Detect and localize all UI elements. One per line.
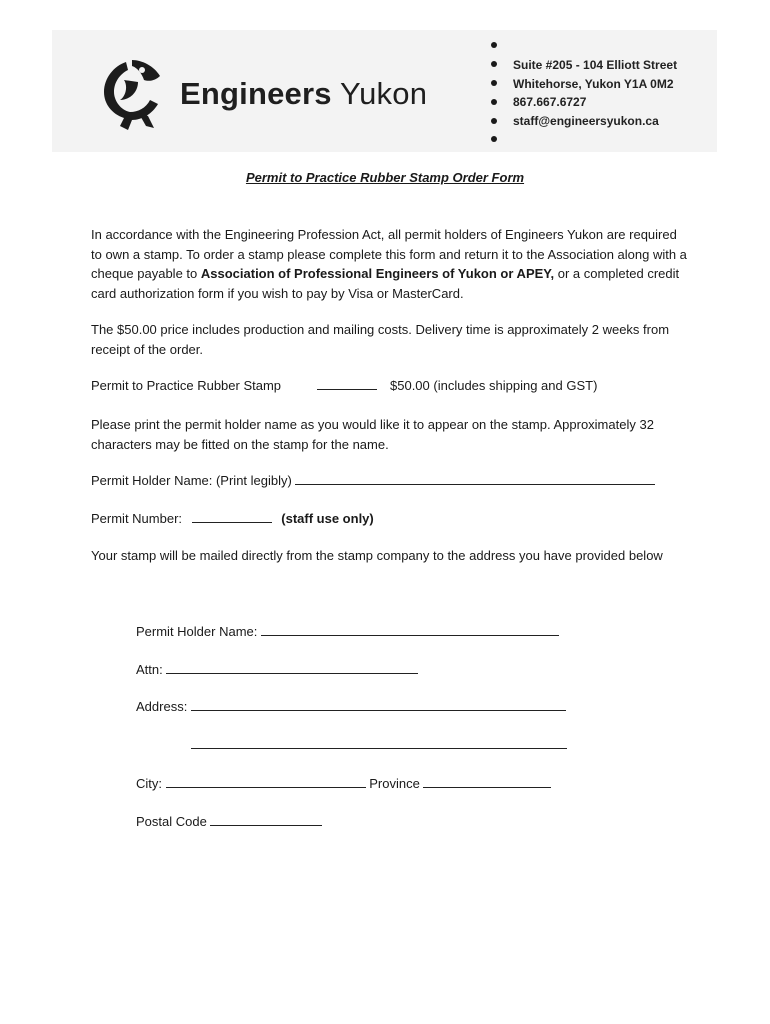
- bullet-dot: [491, 61, 497, 67]
- postal-code-label: Postal Code: [136, 814, 207, 829]
- bullet-dot: [491, 136, 497, 142]
- intro-text: In accordance with the Engineering Profession Act, all permit holders of Engineers Yukon are required to own a stamp. To order a stamp please complete this form and return it to the Association along with a cheque payable to: [91, 227, 687, 281]
- bullet-dots: [490, 36, 500, 146]
- stamp-item-row: [91, 376, 281, 395]
- bullet-dot: [491, 80, 497, 86]
- address-row-2: [191, 735, 567, 754]
- permit-number-label: Permit Number:: [91, 511, 183, 526]
- city-province-row: [136, 774, 551, 793]
- attn-field[interactable]: [166, 660, 418, 674]
- bullet-dot: [491, 99, 497, 105]
- contact-email: staff@engineersyukon.ca: [513, 113, 659, 128]
- permit-number-row: [91, 509, 374, 528]
- attn-label: Attn:: [136, 662, 163, 677]
- stamp-price: $50.00 (includes shipping and GST): [390, 378, 598, 393]
- print-instructions: Please print the permit holder name as you would like it to appear on the stamp. Approximately 32 characters may be fitted on the stamp for the name.: [91, 417, 654, 452]
- postal-code-field[interactable]: [210, 812, 322, 826]
- intro-payee: Association of Professional Engineers of Yukon or APEY,: [200, 266, 555, 281]
- province-label: Province: [369, 776, 420, 791]
- city-label: City:: [136, 776, 162, 791]
- stamp-quantity-field[interactable]: [317, 376, 377, 395]
- postal-code-row: [136, 812, 322, 831]
- permit-number-field[interactable]: [192, 509, 272, 523]
- address-field-line-2[interactable]: [191, 735, 567, 749]
- price-note: The $50.00 price includes production and mailing costs. Delivery time is approximately 2 weeks from receipt of the order.: [91, 322, 670, 357]
- intro-paragraph: [91, 225, 691, 303]
- permit-holder-print-label: Permit Holder Name: (Print legibly): [91, 473, 292, 488]
- brand-name-light: Yukon: [339, 76, 428, 111]
- mailing-holder-row: [136, 622, 559, 641]
- address-row: [136, 697, 566, 716]
- contact-city-line: Whitehorse, Yukon Y1A 0M2: [513, 76, 674, 91]
- city-field[interactable]: [166, 774, 366, 788]
- stamp-item-label: Permit to Practice Rubber Stamp: [91, 378, 282, 393]
- bullet-dot: [491, 118, 497, 124]
- quantity-line[interactable]: [317, 376, 377, 390]
- address-label: Address:: [136, 699, 188, 714]
- brand-name: [180, 76, 427, 112]
- address-field-line-1[interactable]: [191, 697, 566, 711]
- mailing-holder-field[interactable]: [261, 622, 559, 636]
- contact-phone: 867.667.6727: [513, 95, 587, 109]
- mailing-holder-label: Permit Holder Name:: [136, 624, 258, 639]
- permit-holder-print-row: [91, 471, 655, 490]
- bullet-dot: [491, 42, 497, 48]
- permit-holder-print-field[interactable]: [295, 471, 655, 485]
- brand-name-bold: Engineers: [180, 76, 332, 111]
- engineers-yukon-logo-icon: [98, 56, 172, 134]
- attn-row: [136, 660, 418, 679]
- province-field[interactable]: [423, 774, 551, 788]
- contact-block: [513, 56, 677, 130]
- mailing-note: Your stamp will be mailed directly from the stamp company to the address you have provided below: [91, 548, 663, 563]
- staff-use-note: (staff use only): [281, 511, 374, 526]
- intro-text-end: or a completed credit card authorization form if you wish to pay by Visa or MasterCard.: [91, 266, 680, 301]
- form-title: Permit to Practice Rubber Stamp Order Form: [245, 170, 525, 185]
- contact-address-line: Suite #205 - 104 Elliott Street: [513, 58, 678, 72]
